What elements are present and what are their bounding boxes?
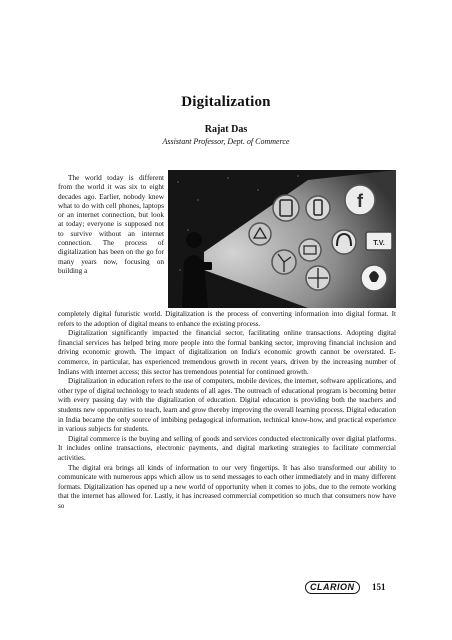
phone-icon <box>306 196 330 220</box>
tv-label: T.V. <box>373 240 385 247</box>
body-paragraph: Digitalization significantly impacted the financial sector, facilitating online transactions. Adopting digital financial services has helped bring more people into the formal banking sector, improving financial inclusion and driving economic growth. The impact of digitalization on India's economic growth cannot be overstated. E-commerce, in particular, has experienced tremendous growth in recent years, driven by the increasing number of Indians with internet access; this sector has tremendous potential for continued growth. <box>58 329 396 376</box>
digital-world-illustration <box>168 170 396 308</box>
bulb-icon <box>361 265 387 291</box>
intro-paragraph-column <box>58 173 164 275</box>
author-affiliation: Assistant Professor, Dept. of Commerce <box>162 137 290 146</box>
headphones-icon <box>332 230 356 254</box>
facebook-icon <box>345 185 375 215</box>
wind-turbine-icon <box>272 250 296 274</box>
author-name: Rajat Das <box>204 124 248 135</box>
body-paragraph: completely digital futuristic world. Digitalization is the process of converting information into digital format. It refers to the adoption of digital means to enhance the existing process. <box>58 310 396 328</box>
body-paragraph: Digitalization in education refers to the use of computers, mobile devices, the internet, software applications, and other type of digital technology to teach students of all ages. The outreach of educational program is becoming better with every passing day with the digitalization of education. Digital education is providing both the teachers and students new opportunities to teach, learn and grow thereby improving the overall learning process. Digital education in India became the only source of imbibing pedagogical information, technical know-how, and practical experience in various subjects for students. <box>58 377 396 434</box>
tv-icon <box>366 232 392 250</box>
crosshair-icon <box>306 266 330 290</box>
tablet-icon <box>273 195 299 221</box>
body-paragraph: Digital commerce is the buying and selling of goods and services conducted electronically over digital platforms. It includes online transactions, electronic payments, and digital marketing strategies to facilitate commercial activities. <box>58 434 396 462</box>
people-icon <box>299 239 321 261</box>
facebook-letter: f <box>357 191 363 211</box>
illustration-svg <box>168 170 396 308</box>
clarion-logo <box>305 580 360 594</box>
logo-text: CLARION <box>305 581 360 594</box>
intro-paragraph: The world today is different from the world it was six to eight decades ago. Earlier, nobody knew what to do with cell phones, laptops or an internet connection, but look at today; everyone is supposed not to survive without an internet connection. The process of digitalization has been on the go for many years now, focusing on building a <box>58 173 164 275</box>
article-title: Digitalization <box>181 94 271 110</box>
satellite-icon <box>249 223 271 245</box>
article-body <box>58 310 396 511</box>
page-number: 151 <box>372 582 386 592</box>
body-paragraph: The digital era brings all kinds of information to our very fingertips. It has also transformed our ability to communicate with numerous apps which allow us to send messages to each other immediately and in many different formats. Digitalization has opened up a new world of opportunity when it comes to jobs, due to the remote working that the internet has allowed for. Lastly, it has increased commercial competition so much that consumers now have so <box>58 463 396 510</box>
